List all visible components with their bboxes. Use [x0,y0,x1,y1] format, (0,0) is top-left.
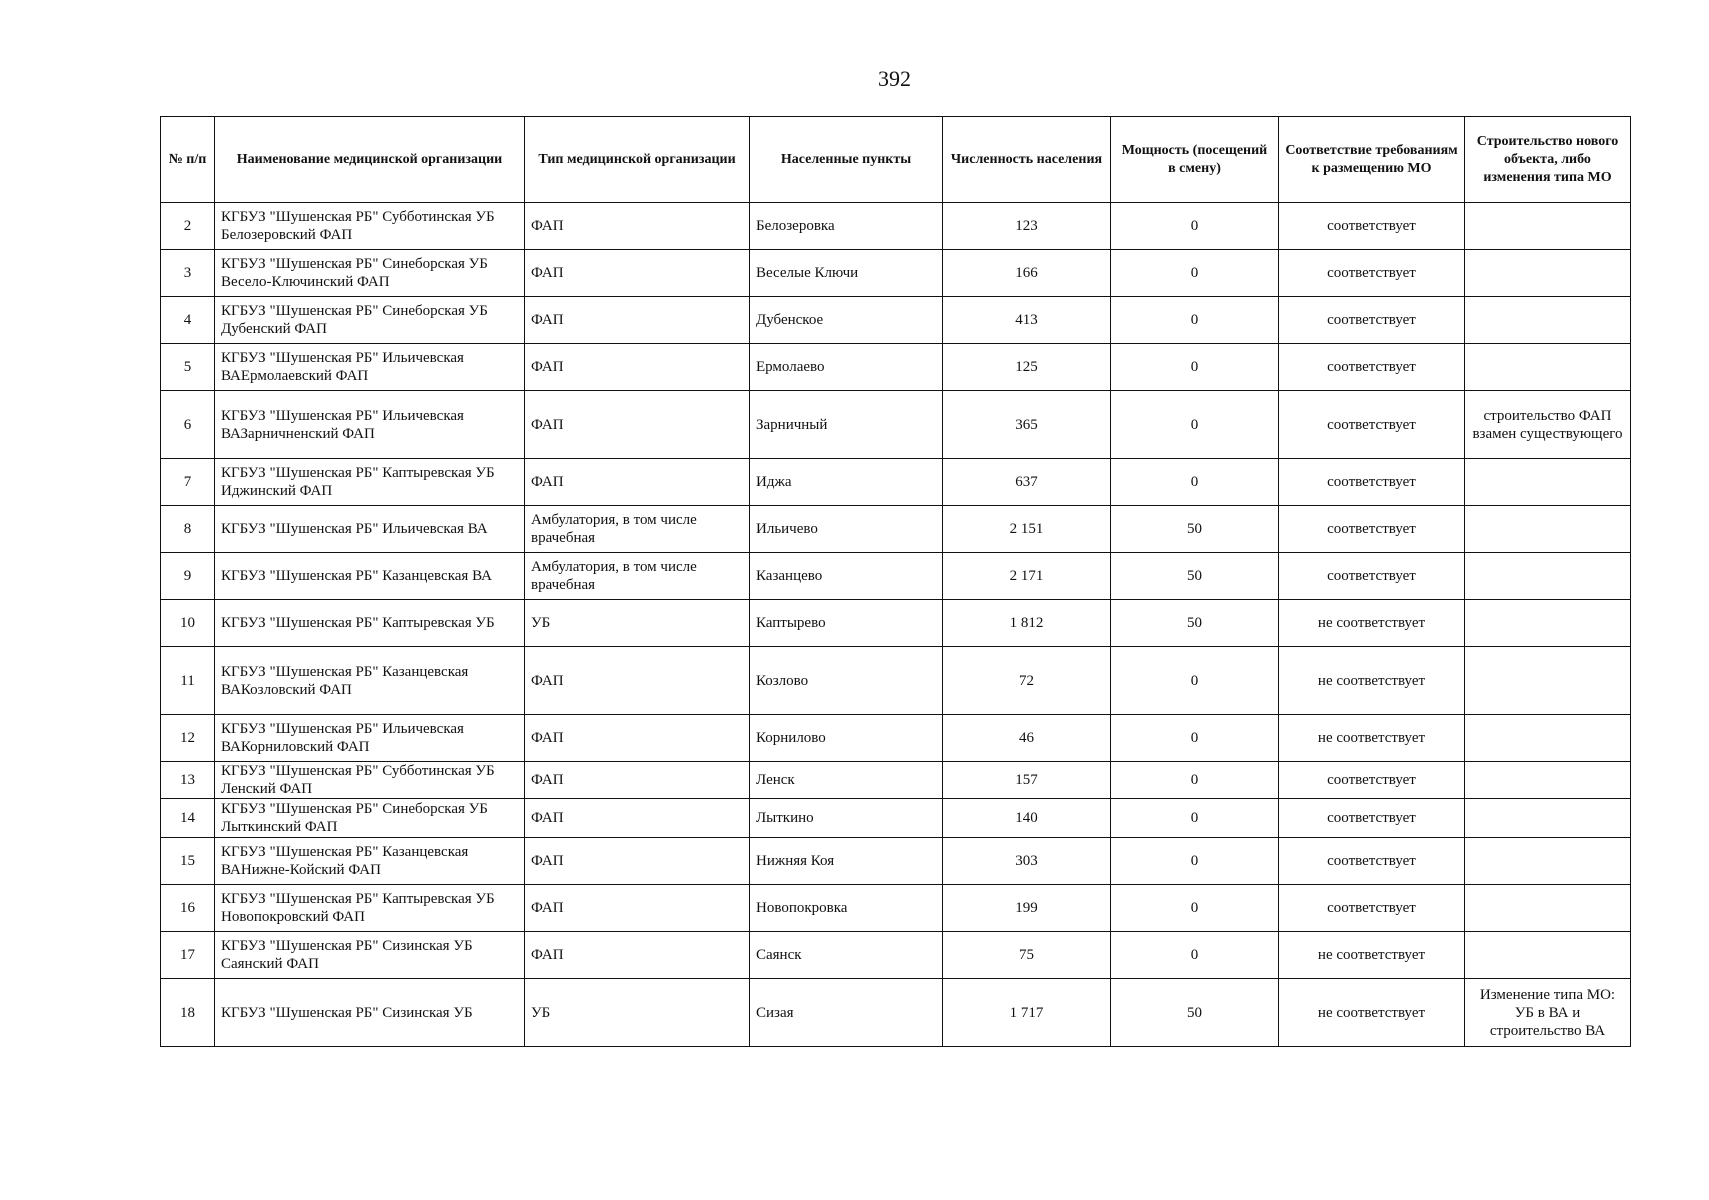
org-name: КГБУЗ "Шушенская РБ" Казанцевская ВА [215,553,525,600]
header-compliance: Соответствие требованиям к размещению МО [1279,117,1465,203]
capacity: 50 [1111,979,1279,1047]
population: 166 [943,250,1111,297]
construction-note [1465,203,1631,250]
settlement: Сизая [750,979,943,1047]
table-row [161,250,1631,297]
org-type: ФАП [525,459,750,506]
table-row [161,799,1631,838]
capacity: 0 [1111,799,1279,838]
compliance-status: соответствует [1279,459,1465,506]
compliance-status: соответствует [1279,838,1465,885]
construction-note [1465,553,1631,600]
population: 1 812 [943,600,1111,647]
capacity: 0 [1111,203,1279,250]
population: 637 [943,459,1111,506]
org-name: КГБУЗ "Шушенская РБ" Ильичевская ВА [215,506,525,553]
population: 303 [943,838,1111,885]
construction-note [1465,600,1631,647]
settlement: Ильичево [750,506,943,553]
org-name: КГБУЗ "Шушенская РБ" Ильичевская ВАЗарничненский ФАП [215,391,525,459]
row-num: 14 [161,799,215,838]
table-row [161,600,1631,647]
table-row [161,762,1631,799]
compliance-status: не соответствует [1279,715,1465,762]
settlement: Козлово [750,647,943,715]
org-type: ФАП [525,838,750,885]
table-row [161,715,1631,762]
row-num: 17 [161,932,215,979]
header-construction: Строительство нового объекта, либо изменения типа МО [1465,117,1631,203]
population: 157 [943,762,1111,799]
capacity: 0 [1111,250,1279,297]
row-num: 5 [161,344,215,391]
header-row [161,117,1631,203]
capacity: 0 [1111,715,1279,762]
org-type: Амбулатория, в том числе врачебная [525,553,750,600]
compliance-status: соответствует [1279,203,1465,250]
medical-organizations-table [160,116,1631,1047]
table-row [161,979,1631,1047]
capacity: 0 [1111,647,1279,715]
org-name: КГБУЗ "Шушенская РБ" Казанцевская ВАНижне-Койский ФАП [215,838,525,885]
row-num: 18 [161,979,215,1047]
row-num: 12 [161,715,215,762]
population: 199 [943,885,1111,932]
compliance-status: соответствует [1279,391,1465,459]
settlement: Ленск [750,762,943,799]
table-row [161,932,1631,979]
settlement: Иджа [750,459,943,506]
population: 123 [943,203,1111,250]
settlement: Новопокровка [750,885,943,932]
org-type: ФАП [525,647,750,715]
table-row [161,885,1631,932]
settlement: Каптырево [750,600,943,647]
org-name: КГБУЗ "Шушенская РБ" Сизинская УБ [215,979,525,1047]
org-name: КГБУЗ "Шушенская РБ" Ильичевская ВАЕрмолаевский ФАП [215,344,525,391]
compliance-status: соответствует [1279,799,1465,838]
compliance-status: соответствует [1279,553,1465,600]
population: 140 [943,799,1111,838]
compliance-status: не соответствует [1279,600,1465,647]
construction-note [1465,297,1631,344]
capacity: 0 [1111,391,1279,459]
population: 46 [943,715,1111,762]
org-type: ФАП [525,885,750,932]
capacity: 50 [1111,600,1279,647]
capacity: 0 [1111,932,1279,979]
header-name: Наименование медицинской организации [215,117,525,203]
org-type: ФАП [525,762,750,799]
construction-note [1465,647,1631,715]
org-name: КГБУЗ "Шушенская РБ" Синеборская УБ Дубенский ФАП [215,297,525,344]
table-row [161,203,1631,250]
population: 2 171 [943,553,1111,600]
compliance-status: соответствует [1279,297,1465,344]
table-row [161,297,1631,344]
compliance-status: соответствует [1279,250,1465,297]
construction-note [1465,344,1631,391]
construction-note [1465,459,1631,506]
settlement: Казанцево [750,553,943,600]
org-type: Амбулатория, в том числе врачебная [525,506,750,553]
settlement: Зарничный [750,391,943,459]
row-num: 8 [161,506,215,553]
settlement: Нижняя Коя [750,838,943,885]
capacity: 0 [1111,297,1279,344]
construction-note: Изменение типа МО: УБ в ВА и строительство ВА [1465,979,1631,1047]
org-name: КГБУЗ "Шушенская РБ" Сизинская УБ Саянский ФАП [215,932,525,979]
row-num: 11 [161,647,215,715]
settlement: Корнилово [750,715,943,762]
row-num: 2 [161,203,215,250]
row-num: 13 [161,762,215,799]
row-num: 3 [161,250,215,297]
table-row [161,647,1631,715]
population: 75 [943,932,1111,979]
org-type: ФАП [525,344,750,391]
row-num: 4 [161,297,215,344]
org-name: КГБУЗ "Шушенская РБ" Субботинская УБ Ленский ФАП [215,762,525,799]
org-type: ФАП [525,391,750,459]
construction-note [1465,762,1631,799]
compliance-status: не соответствует [1279,647,1465,715]
org-name: КГБУЗ "Шушенская РБ" Ильичевская ВАКорниловский ФАП [215,715,525,762]
capacity: 0 [1111,838,1279,885]
table-row [161,838,1631,885]
table-row [161,391,1631,459]
org-type: ФАП [525,250,750,297]
settlement: Лыткино [750,799,943,838]
population: 1 717 [943,979,1111,1047]
construction-note [1465,250,1631,297]
settlement: Саянск [750,932,943,979]
table-row [161,553,1631,600]
org-name: КГБУЗ "Шушенская РБ" Казанцевская ВАКозловский ФАП [215,647,525,715]
table-row [161,506,1631,553]
org-name: КГБУЗ "Шушенская РБ" Синеборская УБ Лыткинский ФАП [215,799,525,838]
settlement: Дубенское [750,297,943,344]
population: 413 [943,297,1111,344]
population: 2 151 [943,506,1111,553]
org-type: ФАП [525,297,750,344]
org-type: ФАП [525,932,750,979]
org-name: КГБУЗ "Шушенская РБ" Синеборская УБ Весело-Ключинский ФАП [215,250,525,297]
row-num: 16 [161,885,215,932]
org-type: ФАП [525,715,750,762]
capacity: 50 [1111,506,1279,553]
construction-note [1465,715,1631,762]
settlement: Веселые Ключи [750,250,943,297]
row-num: 9 [161,553,215,600]
header-population: Численность населения [943,117,1111,203]
population: 125 [943,344,1111,391]
header-num: № п/п [161,117,215,203]
construction-note [1465,932,1631,979]
org-name: КГБУЗ "Шушенская РБ" Каптыревская УБ Иджинский ФАП [215,459,525,506]
org-type: УБ [525,600,750,647]
construction-note [1465,885,1631,932]
construction-note [1465,506,1631,553]
compliance-status: соответствует [1279,885,1465,932]
page-number: 392 [878,66,911,91]
org-name: КГБУЗ "Шушенская РБ" Каптыревская УБ Новопокровский ФАП [215,885,525,932]
row-num: 10 [161,600,215,647]
compliance-status: соответствует [1279,762,1465,799]
row-num: 15 [161,838,215,885]
compliance-status: соответствует [1279,344,1465,391]
row-num: 6 [161,391,215,459]
org-name: КГБУЗ "Шушенская РБ" Каптыревская УБ [215,600,525,647]
header-capacity: Мощность (посещений в смену) [1111,117,1279,203]
table-body [161,203,1631,1047]
construction-note [1465,838,1631,885]
capacity: 50 [1111,553,1279,600]
compliance-status: не соответствует [1279,932,1465,979]
table-row [161,344,1631,391]
settlement: Белозеровка [750,203,943,250]
org-type: ФАП [525,799,750,838]
org-name: КГБУЗ "Шушенская РБ" Субботинская УБ Белозеровский ФАП [215,203,525,250]
capacity: 0 [1111,762,1279,799]
compliance-status: не соответствует [1279,979,1465,1047]
table-row [161,459,1631,506]
row-num: 7 [161,459,215,506]
construction-note: строительство ФАП взамен существующего [1465,391,1631,459]
settlement: Ермолаево [750,344,943,391]
org-type: УБ [525,979,750,1047]
header-place: Населенные пункты [750,117,943,203]
construction-note [1465,799,1631,838]
capacity: 0 [1111,459,1279,506]
capacity: 0 [1111,344,1279,391]
compliance-status: соответствует [1279,506,1465,553]
header-type: Тип медицинской организации [525,117,750,203]
org-type: ФАП [525,203,750,250]
population: 72 [943,647,1111,715]
capacity: 0 [1111,885,1279,932]
population: 365 [943,391,1111,459]
